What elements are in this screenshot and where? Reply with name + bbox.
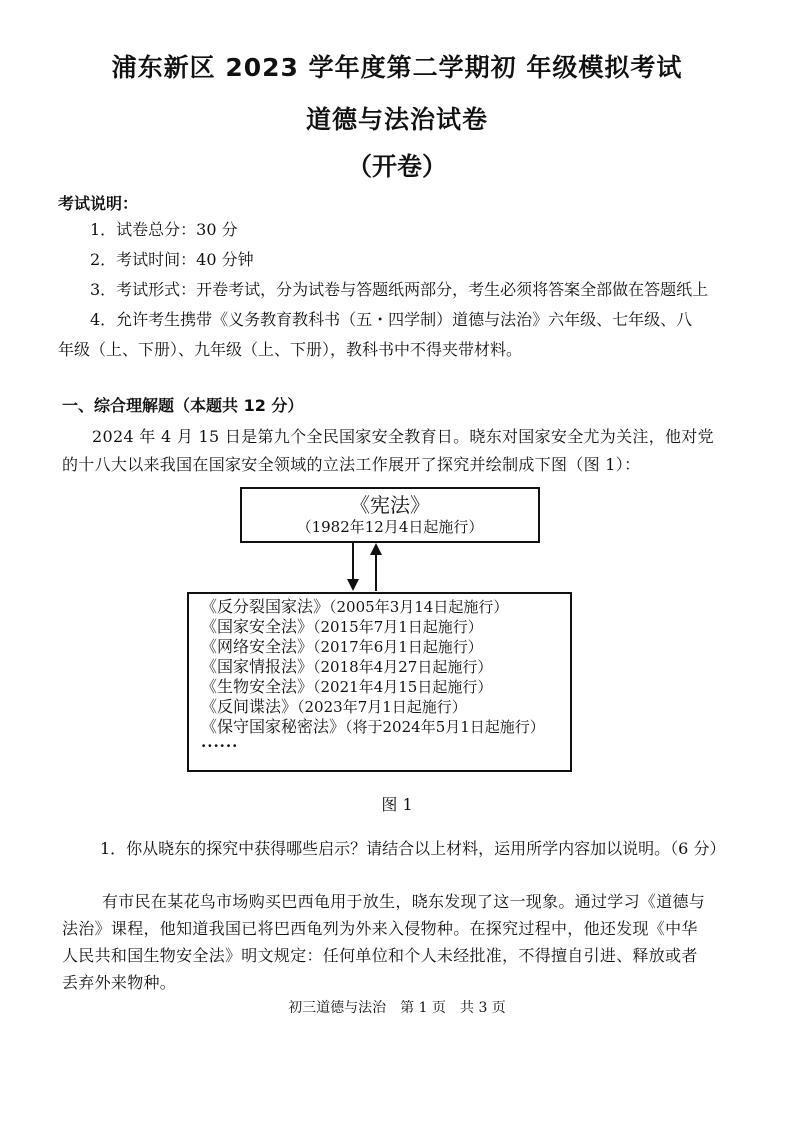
instruction-item: 4．允许考生携带《义务教育教科书（五・四学制）道德与法治》六年级、七年级、八 bbox=[90, 310, 693, 329]
instruction-item: 2．考试时间：40 分钟 bbox=[90, 250, 254, 269]
figure-caption: 图 1 bbox=[381, 795, 413, 814]
constitution-law-name: 《宪法》 bbox=[350, 493, 430, 517]
section-heading: 一、综合理解题（本题共 12 分） bbox=[62, 396, 304, 415]
up-arrow-head bbox=[370, 543, 382, 555]
material-paragraph: 的十八大以来我国在国家安全领域的立法工作展开了探究并绘制成下图（图 1）： bbox=[62, 455, 641, 474]
down-arrow-head bbox=[347, 579, 359, 591]
law-list-ellipsis: ······ bbox=[201, 737, 239, 755]
material-paragraph: 2024 年 4 月 15 日是第九个全民国家安全教育日。晓东对国家安全尤为关注，他对党 bbox=[92, 427, 714, 446]
instruction-item-continued: 年级（上、下册）、九年级（上、下册），教科书中不得夹带材料。 bbox=[58, 340, 523, 359]
question-1: 1．你从晓东的探究中获得哪些启示？请结合以上材料，运用所学内容加以说明。（6 分） bbox=[100, 839, 726, 858]
law-item: 《网络安全法》（2017年6月1日起施行） bbox=[201, 637, 483, 656]
material-paragraph: 丢弃外来物种。 bbox=[62, 973, 177, 992]
constitution-box bbox=[240, 487, 540, 543]
security-laws-box bbox=[187, 592, 572, 772]
arrows-diagram bbox=[340, 541, 390, 593]
law-item: 《生物安全法》（2021年4月15日起施行） bbox=[201, 677, 493, 696]
instruction-item: 3．考试形式：开卷考试，分为试卷与答题纸两部分，考生必须将答案全部做在答题纸上 bbox=[90, 280, 709, 299]
law-item: 《保守国家秘密法》（将于2024年5月1日起施行） bbox=[201, 717, 545, 736]
law-item: 《反分裂国家法》（2005年3月14日起施行） bbox=[201, 597, 509, 616]
exam-subject-title: 道德与法治试卷 bbox=[305, 105, 488, 134]
instruction-item: 1．试卷总分：30 分 bbox=[90, 220, 238, 239]
constitution-law-date: （1982年12月4日起施行） bbox=[296, 518, 484, 536]
instructions-heading: 考试说明： bbox=[58, 194, 139, 213]
material-paragraph: 人民共和国生物安全法》明文规定：任何单位和个人未经批准，不得擅自引进、释放或者 bbox=[62, 946, 698, 965]
material-paragraph: 法治》课程，他知道我国已将巴西龟列为外来入侵物种。在探究过程中，他还发现《中华 bbox=[62, 919, 698, 938]
law-item: 《国家安全法》（2015年7月1日起施行） bbox=[201, 617, 483, 636]
material-paragraph: 有市民在某花鸟市场购买巴西龟用于放生，晓东发现了这一现象。通过学习《道德与 bbox=[102, 892, 706, 911]
exam-mode-label: （开卷） bbox=[346, 152, 447, 181]
law-item: 《国家情报法》（2018年4月27日起施行） bbox=[201, 657, 493, 676]
law-item: 《反间谍法》（2023年7月1日起施行） bbox=[201, 697, 467, 716]
exam-title: 浦东新区 2023 学年度第二学期初 年级模拟考试 bbox=[111, 53, 683, 82]
page-footer: 初三道德与法治 第 1 页 共 3 页 bbox=[288, 1000, 506, 1016]
